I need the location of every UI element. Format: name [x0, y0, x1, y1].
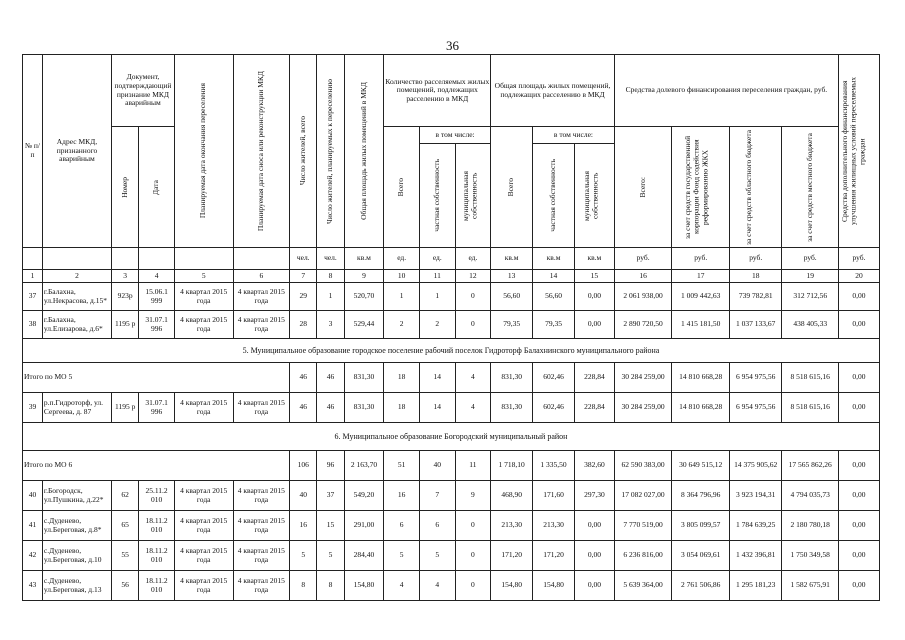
table-cell: 6 236 816,00 — [614, 541, 672, 571]
subtotal-cell: 1 718,10 — [491, 451, 533, 481]
table-cell: 55 — [112, 541, 139, 571]
table-cell: 17 082 027,00 — [614, 481, 672, 511]
table-cell: 4 квартал 2015 года — [233, 393, 290, 423]
table-cell: 520,70 — [344, 283, 384, 311]
subtotal-cell: 62 590 383,00 — [614, 451, 672, 481]
table-cell: 62 — [112, 481, 139, 511]
table-cell: 1 009 442,63 — [672, 283, 730, 311]
subtotal-cell: 14 375 905,62 — [730, 451, 782, 481]
table-cell: 1 432 396,81 — [730, 541, 782, 571]
table-cell: 4 — [419, 571, 455, 601]
page-number: 36 — [446, 38, 459, 53]
table-cell: 284,40 — [344, 541, 384, 571]
table-cell: 0,00 — [838, 511, 879, 541]
table-cell: 3 — [317, 311, 344, 339]
subtotal-cell: 40 — [419, 451, 455, 481]
unit-cell: ед. — [384, 248, 420, 270]
unit-cell: руб. — [730, 248, 782, 270]
subtotal-cell: 228,84 — [575, 363, 615, 393]
table-cell: 3 805 099,57 — [672, 511, 730, 541]
table-cell: 18 — [384, 393, 420, 423]
table-body — [23, 283, 880, 601]
subtotal-cell: 11 — [455, 451, 491, 481]
subtotal-cell: 106 — [290, 451, 317, 481]
col-area-total: Всего — [491, 127, 533, 248]
subtotal-cell: 51 — [384, 451, 420, 481]
unit-cell: кв.м — [344, 248, 384, 270]
table-cell: 312 712,56 — [782, 283, 839, 311]
table-cell: 56 — [112, 571, 139, 601]
table-cell: 25.11.2 010 — [139, 481, 175, 511]
col-planned-end: Планируемая дата окончания переселения — [174, 55, 233, 248]
table-cell: 0,00 — [575, 571, 615, 601]
col-number: 2 — [42, 270, 111, 283]
col-number: 13 — [491, 270, 533, 283]
table-cell: 40 — [23, 481, 43, 511]
table-cell: 171,20 — [491, 541, 533, 571]
table-cell: 9 — [455, 481, 491, 511]
table-cell: 0 — [455, 283, 491, 311]
table-cell: 1 750 349,58 — [782, 541, 839, 571]
table-cell: 1 — [419, 283, 455, 311]
subtotal-label: Итого по МО 5 — [23, 363, 290, 393]
col-additional: Средства дополнительного финансирования улучшения жилищных условий переселяемых граждан — [838, 55, 879, 248]
unit-cell: чел. — [290, 248, 317, 270]
col-area-private: частная собственность — [533, 144, 575, 248]
table-cell: 4 квартал 2015 года — [233, 481, 290, 511]
table-cell: 1 784 639,25 — [730, 511, 782, 541]
table-row — [23, 511, 880, 541]
table-cell: 3 054 069,61 — [672, 541, 730, 571]
subtotal-cell: 30 284 259,00 — [614, 363, 672, 393]
table-cell: 4 квартал 2015 года — [174, 511, 233, 541]
units-row — [23, 248, 880, 270]
table-cell: 4 квартал 2015 года — [174, 541, 233, 571]
table-cell: 1 415 181,50 — [672, 311, 730, 339]
col-document: Документ, подтверждающий признание МКД аварийным — [112, 55, 175, 127]
table-row — [23, 283, 880, 311]
table-cell: 171,20 — [533, 541, 575, 571]
table-cell: 16 — [290, 511, 317, 541]
table-cell: 549,20 — [344, 481, 384, 511]
table-cell: 2 061 938,00 — [614, 283, 672, 311]
table-cell: 4 794 035,73 — [782, 481, 839, 511]
subtotal-row — [23, 363, 880, 393]
col-number: 7 — [290, 270, 317, 283]
col-count-municipal: муниципальная собственность — [455, 144, 491, 248]
col-doc-number: Номер — [112, 127, 139, 248]
col-number: 1 — [23, 270, 43, 283]
table-row — [23, 311, 880, 339]
col-number: 19 — [782, 270, 839, 283]
table-cell: 4 квартал 2015 года — [233, 541, 290, 571]
table-cell: 15.06.1 999 — [139, 283, 175, 311]
table-cell: 15 — [317, 511, 344, 541]
table-cell: 30 284 259,00 — [614, 393, 672, 423]
resettlement-table — [22, 54, 880, 601]
table-cell: 0 — [455, 311, 491, 339]
subtotal-cell: 14 — [419, 363, 455, 393]
table-cell: 14 810 668,28 — [672, 393, 730, 423]
table-cell: 5 — [419, 541, 455, 571]
table-cell: 4 — [384, 571, 420, 601]
table-cell: 28 — [290, 311, 317, 339]
table-cell: 1 295 181,23 — [730, 571, 782, 601]
col-area-municipal: муниципальная собственность — [575, 144, 615, 248]
table-cell: 0,00 — [575, 541, 615, 571]
col-number: 11 — [419, 270, 455, 283]
address-cell: г.Богородск, ул.Пушкина, д.22* — [42, 481, 111, 511]
table-cell: 0,00 — [838, 541, 879, 571]
table-cell: 2 890 720,50 — [614, 311, 672, 339]
subtotal-cell: 831,30 — [491, 363, 533, 393]
table-cell: 5 — [384, 541, 420, 571]
table-cell: 468,90 — [491, 481, 533, 511]
col-planned-demolition: Планируемая дата сноса или реконструкции МКД — [233, 55, 290, 248]
table-cell: 18.11.2 010 — [139, 541, 175, 571]
address-cell: г.Балахна, ул.Некрасова, д.15* — [42, 283, 111, 311]
table-cell: 40 — [290, 481, 317, 511]
table-cell: 228,84 — [575, 393, 615, 423]
table-cell: 38 — [23, 311, 43, 339]
address-cell: с.Дуденево, ул.Береговая, д.10 — [42, 541, 111, 571]
unit-cell: ед. — [455, 248, 491, 270]
table-cell: 46 — [317, 393, 344, 423]
subtotal-row — [23, 451, 880, 481]
table-cell: 213,30 — [533, 511, 575, 541]
col-number: 9 — [344, 270, 384, 283]
table-cell: 4 квартал 2015 года — [233, 511, 290, 541]
col-number: 5 — [174, 270, 233, 283]
table-cell: 291,00 — [344, 511, 384, 541]
address-cell: с.Дуденево, ул.Береговая, д.13 — [42, 571, 111, 601]
col-living-area: Общая площадь жилых помещений в МКД — [344, 55, 384, 248]
table-cell: 0,00 — [575, 283, 615, 311]
table-cell: 171,60 — [533, 481, 575, 511]
unit-cell: руб. — [838, 248, 879, 270]
table-cell: 2 — [419, 311, 455, 339]
table-cell: 739 782,81 — [730, 283, 782, 311]
table-cell: 0 — [455, 571, 491, 601]
table-cell: 831,30 — [491, 393, 533, 423]
table-cell: 7 — [419, 481, 455, 511]
table-cell: 37 — [23, 283, 43, 311]
col-number: 17 — [672, 270, 730, 283]
col-number: 6 — [233, 270, 290, 283]
table-cell: 3 923 194,31 — [730, 481, 782, 511]
col-residents-planned: Число жителей, планируемых к переселению — [317, 55, 344, 248]
subtotal-label: Итого по МО 6 — [23, 451, 290, 481]
table-cell: 4 — [455, 393, 491, 423]
table-cell: 5 — [290, 541, 317, 571]
subtotal-cell: 17 565 862,26 — [782, 451, 839, 481]
col-funds-group: Средства долевого финансирования переселения граждан, руб. — [614, 55, 838, 127]
unit-cell: кв.м — [575, 248, 615, 270]
table-cell: 0,00 — [838, 571, 879, 601]
subtotal-cell: 0,00 — [838, 451, 879, 481]
table-cell: 4 квартал 2015 года — [174, 481, 233, 511]
table-cell: 1 — [384, 283, 420, 311]
table-cell: 438 405,33 — [782, 311, 839, 339]
col-area-including: в том числе: — [533, 127, 615, 144]
table-cell: 8 364 796,96 — [672, 481, 730, 511]
table-header — [23, 55, 880, 283]
col-fund-gk: за счет средств государственной корпорации Фонд содействия реформированию ЖКХ — [672, 127, 730, 248]
unit-cell: ед. — [419, 248, 455, 270]
table-cell: 79,35 — [491, 311, 533, 339]
table-cell: 2 761 506,86 — [672, 571, 730, 601]
col-count-including: в том числе: — [419, 127, 490, 144]
table-cell: 2 180 780,18 — [782, 511, 839, 541]
section-row — [23, 423, 880, 451]
table-cell: 154,80 — [533, 571, 575, 601]
subtotal-cell: 30 649 515,12 — [672, 451, 730, 481]
table-cell: 6 — [419, 511, 455, 541]
col-number: 18 — [730, 270, 782, 283]
col-area-group: Общая площадь жилых помещений, подлежащих расселению в МКД — [491, 55, 615, 127]
subtotal-cell: 18 — [384, 363, 420, 393]
col-fund-local: за счет средств местного бюджета — [782, 127, 839, 248]
col-number: 14 — [533, 270, 575, 283]
table-cell: 0,00 — [838, 393, 879, 423]
table-cell: 1195 р — [112, 393, 139, 423]
col-count-total: Всего — [384, 127, 420, 248]
table-cell: 29 — [290, 283, 317, 311]
table-cell: 0,00 — [575, 511, 615, 541]
subtotal-cell: 602,46 — [533, 363, 575, 393]
table-cell: 6 954 975,56 — [730, 393, 782, 423]
table-cell: 56,60 — [533, 283, 575, 311]
col-number: 15 — [575, 270, 615, 283]
table-cell: 0,00 — [838, 311, 879, 339]
address-cell: с.Дуденево, ул.Береговая, д.8* — [42, 511, 111, 541]
col-doc-date: Дата — [139, 127, 175, 248]
unit-cell: руб. — [672, 248, 730, 270]
subtotal-cell: 46 — [317, 363, 344, 393]
table-cell: 0,00 — [838, 283, 879, 311]
unit-cell: чел. — [317, 248, 344, 270]
table-cell: 4 квартал 2015 года — [174, 571, 233, 601]
col-count-private: частная собственность — [419, 144, 455, 248]
table-cell: 31.07.1 996 — [139, 393, 175, 423]
col-number: 16 — [614, 270, 672, 283]
table-cell: 41 — [23, 511, 43, 541]
table-cell: 6 — [384, 511, 420, 541]
table-cell: 1195 р — [112, 311, 139, 339]
subtotal-cell: 96 — [317, 451, 344, 481]
table-cell: 4 квартал 2015 года — [233, 311, 290, 339]
table-cell: 43 — [23, 571, 43, 601]
table-row — [23, 541, 880, 571]
col-number: 20 — [838, 270, 879, 283]
table-cell: 0,00 — [575, 311, 615, 339]
table-cell: 8 518 615,16 — [782, 393, 839, 423]
table-cell: 4 квартал 2015 года — [174, 311, 233, 339]
table-cell: 4 квартал 2015 года — [233, 283, 290, 311]
section-title: 5. Муниципальное образование городское поселение рабочий поселок Гидроторф Балахнинского муниципального района — [23, 339, 880, 363]
table-cell: 1 037 133,67 — [730, 311, 782, 339]
table-cell: 16 — [384, 481, 420, 511]
address-cell: г.Балахна, ул.Елизарова, д.6* — [42, 311, 111, 339]
address-cell: р.п.Гидроторф, ул. Сергеева, д. 87 — [42, 393, 111, 423]
table-cell: 42 — [23, 541, 43, 571]
col-number: 3 — [112, 270, 139, 283]
table-cell: 831,30 — [344, 393, 384, 423]
subtotal-cell: 14 810 668,28 — [672, 363, 730, 393]
table-cell: 39 — [23, 393, 43, 423]
col-no: № п/ п — [23, 55, 43, 248]
subtotal-cell: 831,30 — [344, 363, 384, 393]
table-cell: 0 — [455, 511, 491, 541]
col-number: 10 — [384, 270, 420, 283]
table-cell: 18.11.2 010 — [139, 511, 175, 541]
table-cell: 4 квартал 2015 года — [174, 393, 233, 423]
table-cell: 1 582 675,91 — [782, 571, 839, 601]
table-cell: 18.11.2 010 — [139, 571, 175, 601]
table-cell: 213,30 — [491, 511, 533, 541]
subtotal-cell: 8 518 615,16 — [782, 363, 839, 393]
unit-cell: кв.м — [491, 248, 533, 270]
col-number: 4 — [139, 270, 175, 283]
table-cell: 529,44 — [344, 311, 384, 339]
unit-cell: кв.м — [533, 248, 575, 270]
table-row — [23, 571, 880, 601]
subtotal-cell: 46 — [290, 363, 317, 393]
col-number: 8 — [317, 270, 344, 283]
table-cell: 8 — [290, 571, 317, 601]
table-row — [23, 393, 880, 423]
table-cell: 14 — [419, 393, 455, 423]
table-cell: 2 — [384, 311, 420, 339]
unit-cell: руб. — [614, 248, 672, 270]
table-cell: 65 — [112, 511, 139, 541]
col-residents-total: Число жителей, всего — [290, 55, 317, 248]
section-row — [23, 339, 880, 363]
table-cell: 602,46 — [533, 393, 575, 423]
subtotal-cell: 1 335,50 — [533, 451, 575, 481]
table-row — [23, 481, 880, 511]
col-funds-total: Всего: — [614, 127, 672, 248]
table-cell: 8 — [317, 571, 344, 601]
table-cell: 56,60 — [491, 283, 533, 311]
subtotal-cell: 2 163,70 — [344, 451, 384, 481]
subtotal-cell: 0,00 — [838, 363, 879, 393]
table-cell: 1 — [317, 283, 344, 311]
table-cell: 5 — [317, 541, 344, 571]
table-cell: 0,00 — [838, 481, 879, 511]
col-count-group: Количество расселяемых жилых помещений, подлежащих расселению в МКД — [384, 55, 491, 127]
column-numbers-row — [23, 270, 880, 283]
subtotal-cell: 382,60 — [575, 451, 615, 481]
table-cell: 4 квартал 2015 года — [233, 571, 290, 601]
subtotal-cell: 4 — [455, 363, 491, 393]
section-title: 6. Муниципальное образование Богородский муниципальный район — [23, 423, 880, 451]
table-cell: 31.07.1 996 — [139, 311, 175, 339]
table-cell: 37 — [317, 481, 344, 511]
table-cell: 297,30 — [575, 481, 615, 511]
table-cell: 923р — [112, 283, 139, 311]
table-cell: 154,80 — [344, 571, 384, 601]
table-cell: 0 — [455, 541, 491, 571]
col-fund-regional: за счет средств областного бюджета — [730, 127, 782, 248]
unit-cell: руб. — [782, 248, 839, 270]
table-cell: 154,80 — [491, 571, 533, 601]
table-cell: 7 770 519,00 — [614, 511, 672, 541]
col-address: Адрес МКД, признанного аварийным — [42, 55, 111, 248]
table-cell: 79,35 — [533, 311, 575, 339]
col-number: 12 — [455, 270, 491, 283]
table-cell: 4 квартал 2015 года — [174, 283, 233, 311]
table-cell: 46 — [290, 393, 317, 423]
subtotal-cell: 6 954 975,56 — [730, 363, 782, 393]
table-cell: 5 639 364,00 — [614, 571, 672, 601]
